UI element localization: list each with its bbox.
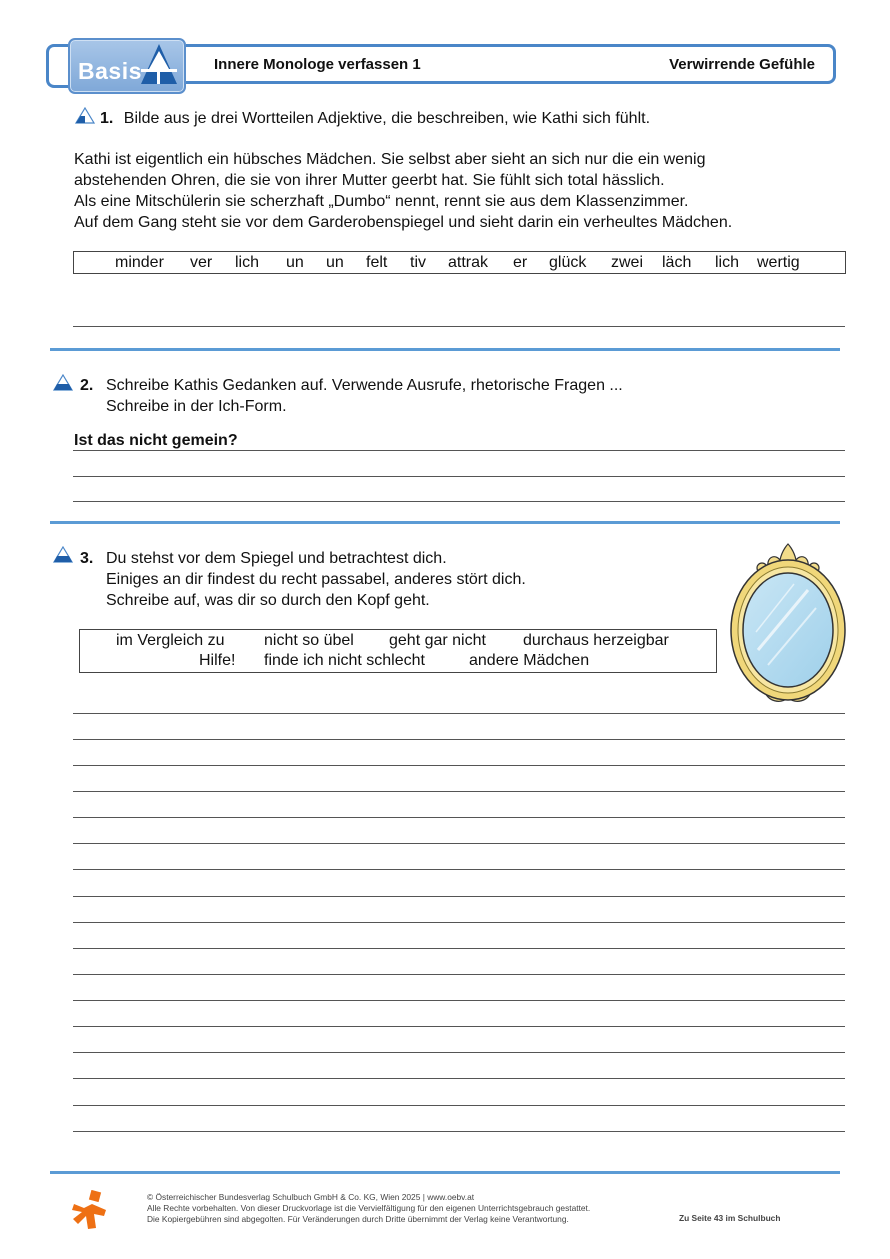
instruction-line: Schreibe in der Ich-Form.	[106, 398, 287, 415]
word-part: attrak	[448, 254, 489, 271]
word-part: wertig	[757, 254, 800, 271]
answer-line[interactable]	[73, 974, 845, 975]
footer-rights: Alle Rechte vorbehalten. Von dieser Druckvorlage ist die Vervielfältigung für den eigenen Unterrichtsgebrauch gestattet.	[147, 1203, 591, 1213]
word-part: glück	[549, 254, 587, 271]
answer-line[interactable]	[73, 1131, 845, 1132]
story-line: Als eine Mitschülerin sie scherzhaft „Dumbo“ nennt, rennt sie aus dem Klassenzimmer.	[74, 193, 689, 210]
worksheet-title: Innere Monologe verfassen 1	[214, 56, 421, 73]
word-part: ver	[190, 254, 213, 271]
task1-instruction: Bilde aus je drei Wortteilen Adjektive, die beschreiben, wie Kathi sich fühlt.	[123, 110, 651, 127]
story-line: abstehenden Ohren, die sie von ihrer Mutter geerbt hat. Sie fühlt sich total hässlich.	[74, 172, 665, 189]
task2-starter-sentence: Ist das nicht gemein?	[74, 432, 238, 449]
answer-line[interactable]	[73, 739, 845, 740]
answer-line[interactable]	[73, 817, 845, 818]
phrase: im Vergleich zu	[116, 632, 225, 649]
difficulty-triangle-icon	[53, 374, 73, 391]
word-part: lich	[235, 254, 260, 271]
answer-line[interactable]	[73, 922, 845, 923]
task3-instruction	[106, 548, 526, 611]
footer-fees: Die Kopiergebühren sind abgegolten. Für Veränderungen durch Dritte übernimmt der Verlag keine Verantwortung.	[147, 1214, 569, 1224]
answer-line[interactable]	[73, 713, 845, 714]
word-part: felt	[366, 254, 388, 271]
level-pyramid-icon	[138, 41, 180, 87]
task2-instruction	[106, 375, 623, 417]
level-badge-label: Basis	[78, 58, 142, 84]
answer-line[interactable]	[73, 791, 845, 792]
task2-number: 2.	[80, 377, 94, 394]
task1-number: 1.	[100, 110, 114, 127]
section-divider	[50, 521, 840, 524]
phrase-box	[79, 629, 717, 673]
word-parts-box	[73, 251, 846, 274]
difficulty-triangle-icon	[75, 107, 95, 124]
mirror-illustration-icon	[728, 540, 848, 710]
answer-line[interactable]	[73, 501, 845, 502]
story-line: Kathi ist eigentlich ein hübsches Mädchen. Sie selbst aber sieht an sich nur die ein wenig	[74, 151, 706, 168]
phrase: nicht so übel	[264, 632, 354, 649]
instruction-line: Einiges an dir findest du recht passabel, anderes stört dich.	[106, 571, 526, 588]
answer-line[interactable]	[73, 765, 845, 766]
phrase: Hilfe!	[199, 652, 236, 669]
difficulty-triangle-icon	[53, 546, 73, 563]
phrase: finde ich nicht schlecht	[264, 652, 425, 669]
answer-line[interactable]	[73, 1052, 845, 1053]
footer-legal	[147, 1192, 590, 1225]
answer-line[interactable]	[73, 1026, 845, 1027]
footer-divider	[50, 1171, 840, 1174]
answer-line[interactable]	[73, 896, 845, 897]
phrase: geht gar nicht	[389, 632, 486, 649]
answer-line[interactable]	[73, 843, 845, 844]
answer-line[interactable]	[73, 948, 845, 949]
story-line: Auf dem Gang steht sie vor dem Garderobenspiegel und sieht darin ein verheultes Mädchen.	[74, 214, 733, 231]
word-part: läch	[662, 254, 692, 271]
task1-story	[74, 149, 732, 233]
word-part: un	[326, 254, 344, 271]
word-part: minder	[115, 254, 164, 271]
instruction-line: Schreibe Kathis Gedanken auf. Verwende Ausrufe, rhetorische Fragen ...	[106, 377, 623, 394]
task2-heading	[80, 375, 93, 396]
publisher-logo-icon	[70, 1190, 110, 1230]
word-part: zwei	[611, 254, 644, 271]
task3-heading	[80, 548, 93, 569]
answer-line[interactable]	[73, 1078, 845, 1079]
answer-line[interactable]	[73, 326, 845, 327]
answer-line[interactable]	[73, 476, 845, 477]
phrase: andere Mädchen	[469, 652, 590, 669]
word-part: un	[286, 254, 304, 271]
answer-line[interactable]	[73, 1000, 845, 1001]
word-part: tiv	[410, 254, 426, 271]
instruction-line: Schreibe auf, was dir so durch den Kopf geht.	[106, 592, 430, 609]
word-part: er	[513, 254, 528, 271]
answer-line[interactable]	[73, 450, 845, 451]
section-divider	[50, 348, 840, 351]
answer-line[interactable]	[73, 869, 845, 870]
task3-number: 3.	[80, 550, 94, 567]
footer-copyright: © Österreichischer Bundesverlag Schulbuch GmbH & Co. KG, Wien 2025 | www.oebv.at	[147, 1192, 475, 1202]
task1-heading	[100, 108, 650, 129]
phrase: durchaus herzeigbar	[523, 632, 669, 649]
textbook-page-reference: Zu Seite 43 im Schulbuch	[679, 1213, 781, 1223]
instruction-line: Du stehst vor dem Spiegel und betrachtest dich.	[106, 550, 447, 567]
worksheet-topic: Verwirrende Gefühle	[669, 56, 815, 73]
answer-line[interactable]	[73, 1105, 845, 1106]
word-part: lich	[715, 254, 740, 271]
